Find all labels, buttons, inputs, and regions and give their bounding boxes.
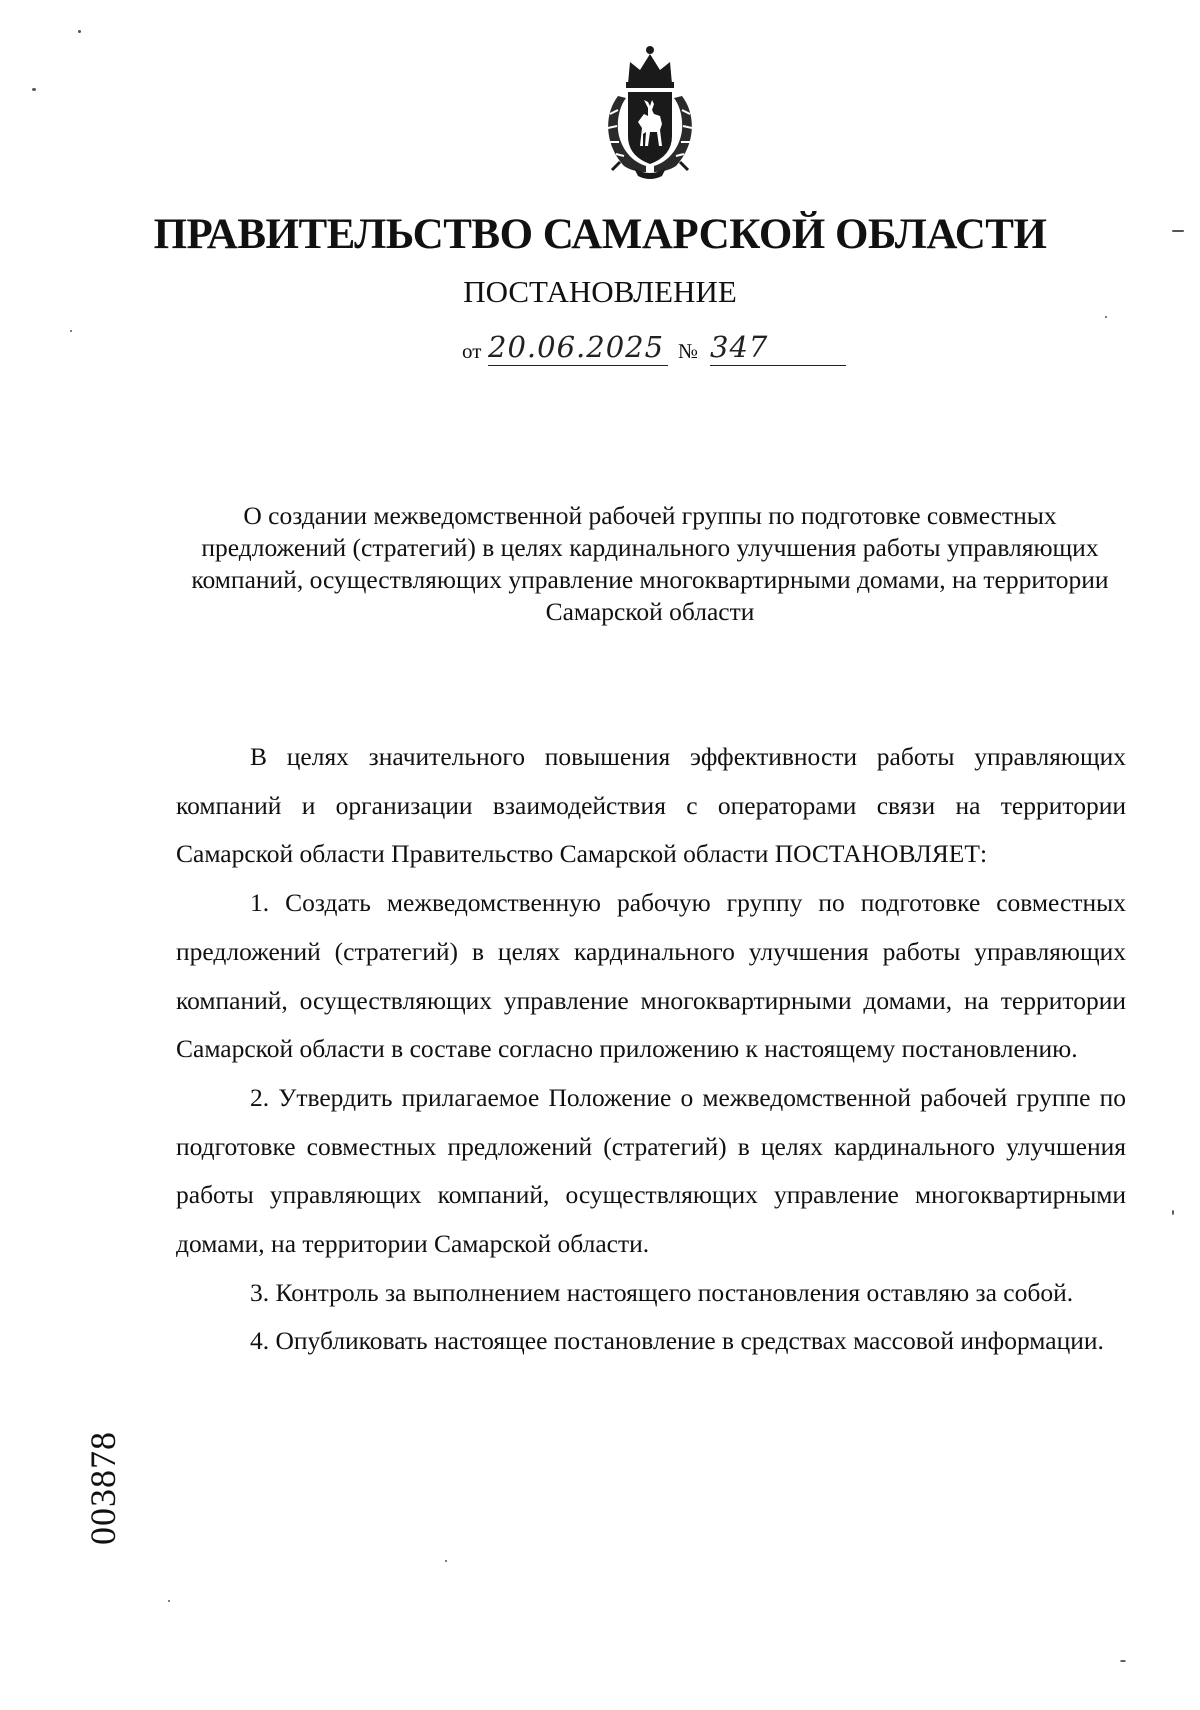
date-prefix: от xyxy=(462,339,482,363)
scan-speck xyxy=(1172,1210,1174,1215)
date-value: 20.06.2025 xyxy=(488,329,668,366)
item-paragraph-4: 4. Опубликовать настоящее постановление в средствах массовой информации. xyxy=(250,1326,1104,1356)
document-type-heading: ПОСТАНОВЛЕНИЕ xyxy=(463,274,737,309)
item-paragraph-2: 2. Утвердить прилагаемое Положение о межведомственной рабочей группе по подготовке совместных предложений (стратегий) в целях кардинального улучшения работы управляющих компаний, осуществляющих управление многоквартирными домами, на территории Самарской области. xyxy=(176,1082,1126,1259)
date-number-line xyxy=(462,328,862,372)
number-prefix: № xyxy=(678,339,699,363)
scan-speck xyxy=(78,30,81,33)
scan-speck xyxy=(445,1560,447,1562)
item-paragraph-1: 1. Создать межведомственную рабочую группу по подготовке совместных предложений (стратегий) в целях кардинального улучшения работы управляющих компаний, осуществляющих управление многоквартирными домами, на территории Самарской области в составе согласно приложению к настоящему постановлению. xyxy=(176,888,1126,1064)
side-registration-number: 003878 xyxy=(83,1431,123,1545)
preamble-paragraph: В целях значительного повышения эффективности работы управляющих компаний и организации взаимодействия с операторами связи на территории Самарской области Правительство Самарской области ПОСТАНОВЛЯЕТ: xyxy=(176,742,1126,869)
coat-of-arms-icon xyxy=(590,44,710,179)
scan-speck xyxy=(32,88,36,91)
government-name-heading: ПРАВИТЕЛЬСТВО САМАРСКОЙ ОБЛАСТИ xyxy=(153,211,1047,258)
item-paragraph-3: 3. Контроль за выполнением настоящего постановления оставляю за собой. xyxy=(250,1277,1074,1307)
scan-speck xyxy=(70,330,72,332)
number-value: 347 xyxy=(710,329,846,366)
scan-speck xyxy=(168,1600,170,1602)
document-subject: О создании межведомственной рабочей группы по подготовке совместных предложений (стратегий) в целях кардинального улучшения работы управляющих компаний, осуществляющих управление многоквартирными домами, на территории Самарской области xyxy=(191,501,1109,626)
scan-speck xyxy=(1120,1660,1126,1662)
scan-speck xyxy=(1105,316,1107,318)
document-body xyxy=(176,733,1126,1366)
